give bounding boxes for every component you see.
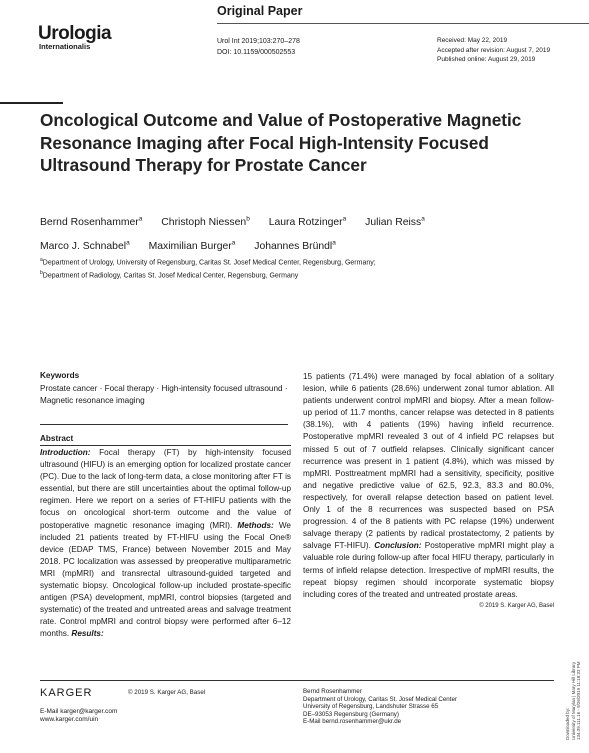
- download-note: Downloaded by: University of Marylan | Mary Hill Library 134.39.111.16 - 9/26/2019 11:18:33 PM: [565, 661, 581, 740]
- paper-type: Original Paper: [217, 4, 303, 18]
- journal-subname: Internationalis: [39, 42, 91, 51]
- correspondence-email[interactable]: E-Mail bernd.rosenhammer@ukr.de: [303, 718, 402, 725]
- correspondence: Bernd Rosenhammer Department of Urology, Caritas St. Josef Medical Center University of Regensburg, Landshuter Strasse 65 DE–93053 Regensburg (Germany) E-Mail bernd.rosenhammer@ukr.de: [303, 688, 457, 725]
- citation: [217, 36, 300, 58]
- publisher-email[interactable]: E-Mail karger@karger.com: [40, 708, 118, 715]
- keywords-text: Prostate cancer · Focal therapy · High-intensity focused ultrasound · Magnetic resonance imaging: [40, 384, 288, 405]
- author: Julian Reiss$^a$: [365, 216, 425, 229]
- published-date: Published online: August 29, 2019: [437, 56, 536, 63]
- affiliations: [40, 255, 560, 282]
- abstract-left: [40, 434, 291, 641]
- journal-name: Urologia: [38, 23, 112, 44]
- keywords-rule: [40, 424, 288, 425]
- authors: [40, 210, 560, 257]
- author: Christoph Niessen$^b$: [161, 216, 250, 229]
- dates: [437, 36, 550, 65]
- footer-copyright: © 2019 S. Karger AG, Basel: [128, 689, 206, 696]
- header-rule: [217, 23, 589, 24]
- abstract-body-left: Introduction: Focal therapy (FT) by high-intensity focused ultrasound (HIFU) is an emerging option for localized prostate cancer (PC). Due to the lack of long-term data, a close monitoring after FT is essential, but there are still uncertainties about the optimal follow-up regimen. Here we report on a series of FT-HIFU patients with the focus on oncological short-term outcome and the value of postoperative magnetic resonance imaging (MRI). Methods: We included 21 patients treated by FT-HIFU using the Focal One® device (EDAP TMS, France) between November 2015 and May 2018. PC localization was assessed by preoperative multiparametric MRI (mpMRI) and transrectal ultrasound-guided targeted and systematic biopsy. Oncological follow-up included prostate-specific antigen (PSA) development, mpMRI, control biopsies (targeted and systematic) of the treated and untreated areas and salvage treatment rate. Control mpMRI and control biopsy were performed after 6–12 months. Results:: [40, 448, 291, 639]
- doi-line: DOI: 10.1159/000502553: [217, 49, 296, 56]
- title-rule: [0, 102, 63, 104]
- abstract-body-right: 15 patients (71.4%) were managed by focal ablation of a solitary lesion, while 6 patients (28.6%) underwent zonal tumor ablation. All patients underwent control mpMRI and biopsy. After a mean follow-up period of 11.7 months, cancer relapse was detected in 8 patients (38.1%), with 4 patients (19%) having infield recurrence. Postoperative mpMRI revealed 3 out of 4 infield PC relapses but missed 5 out of 7 outfield relapses. Clinically significant cancer recurrence was present in 1 patient (4.8%), which was missed by mpMRI. Posttreatment mpMRI had a sensitivity, specificity, positive and negative predictive value of 62.5, 92.3, 83.3 and 80.0%, respectively, for overall relapse detection based on patient level. Only 1 of the 8 recurrences was suspected based on PSA progression. 4 of the 8 patients with PC relapse (19%) underwent salvage therapy (2 patients by radical prostatectomy, 2 patients by salvage FT-HIFU). Conclusion: Postoperative mpMRI might play a valuable role during follow-up after focal HIFU therapy, particularly in terms of infield relapse detection. Irrespective of mpMRI results, the repeat biopsy regimen should incorporate systematic biopsy including cores of the treated and untreated prostate areas.: [303, 372, 554, 599]
- footer-rule: [40, 680, 554, 681]
- keywords-section: [40, 371, 288, 425]
- publisher-logo: KARGER: [40, 687, 93, 699]
- author: Johannes Bründl$^a$: [254, 239, 336, 252]
- publisher-website[interactable]: www.karger.com/uin: [40, 716, 99, 723]
- article-title: Oncological Outcome and Value of Postoperative Magnetic Resonance Imaging after Focal High-Intensity Focused Ultrasound Therapy for Prostate Cancer: [40, 110, 522, 175]
- author: Laura Rotzinger$^a$: [268, 216, 347, 229]
- affiliation: $^b$Department of Radiology, Caritas St. Josef Medical Center, Regensburg, Germany: [40, 270, 299, 280]
- accepted-date: Accepted after revision: August 7, 2019: [437, 46, 551, 54]
- abstract-heading: Abstract: [40, 434, 74, 443]
- author: Bernd Rosenhammer$^a$: [40, 216, 143, 229]
- author: Maximilian Burger$^a$: [148, 239, 236, 252]
- abstract-copyright: © 2019 S. Karger AG, Basel: [479, 602, 554, 609]
- journal-logo: [38, 24, 111, 51]
- keywords-heading: Keywords: [40, 371, 80, 380]
- citation-line: Urol Int 2019;103:270–278: [217, 38, 300, 45]
- author: Marco J. Schnabel$^a$: [40, 239, 130, 252]
- received-date: Received: May 22, 2019: [437, 37, 508, 44]
- publisher-contact: [40, 708, 117, 724]
- affiliation: $^a$Department of Urology, University of Regensburg, Caritas St. Josef Medical Center, Regensburg, Germany;: [40, 257, 376, 267]
- abstract-right: [303, 371, 554, 609]
- abstract-rule: [40, 445, 291, 446]
